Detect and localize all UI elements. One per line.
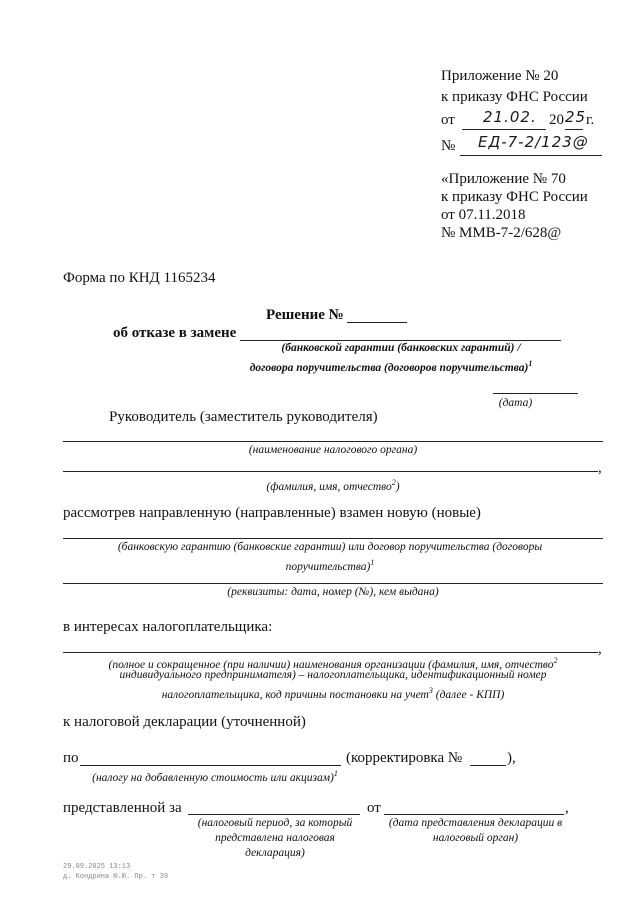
guarantee-caption: (банковскую гарантию (банковские гарантии) или договор поручительства (договоры поручительства)$^1$	[117, 541, 543, 573]
order-year-suffix: г.	[586, 112, 595, 128]
order-number-handwritten: ЕД-7-2/123@	[478, 133, 589, 151]
head-text: Руководитель (заместитель руководителя)	[109, 409, 378, 425]
po-label: по	[63, 750, 79, 766]
appendix-order: к приказу ФНС России	[441, 89, 588, 105]
correction-number-line[interactable]	[470, 765, 506, 766]
decision-title: Решение №	[266, 307, 344, 323]
submission-date-caption: (дата представления декларации в налоговый орган)	[388, 817, 563, 844]
form-code: Форма по КНД 1165234	[63, 270, 216, 286]
tax-type-caption: (налогу на добавленную стоимость или акцизам)$^1$	[92, 769, 338, 784]
correction-close: ),	[507, 750, 516, 766]
fio-caption: (фамилия, имя, отчество$^2$)	[266, 478, 400, 493]
tax-authority-line[interactable]	[63, 441, 603, 442]
from-label: от	[367, 800, 381, 816]
order-year-line	[565, 129, 583, 130]
date-line[interactable]	[493, 393, 578, 394]
previous-date: от 07.11.2018	[441, 207, 526, 223]
previous-order: к приказу ФНС России	[441, 189, 588, 205]
details-line[interactable]	[63, 583, 603, 584]
guarantee-line[interactable]	[63, 538, 603, 539]
taxpayer-caption-2: индивидуального предпринимателя) – налогоплательщика, идентификационный номер	[119, 669, 547, 681]
order-number-label: №	[441, 138, 456, 154]
order-date-line	[462, 129, 546, 130]
fio-comma: ,	[598, 460, 602, 476]
submitted-label: представленной за	[63, 800, 182, 816]
tax-authority-caption: (наименование налогового органа)	[248, 444, 418, 456]
print-stamp-line1: 29.09.2025 13:13	[63, 863, 131, 871]
refusal-title: об отказе в замене	[113, 325, 237, 341]
order-from-label: от	[441, 112, 455, 128]
interests-text: в интересах налогоплательщика:	[63, 619, 273, 635]
previous-appendix: «Приложение № 70	[441, 171, 566, 187]
print-stamp-line2: д. Кондрина Ю.Ю. Пр. т 39	[63, 873, 169, 881]
date-caption: (дата)	[498, 397, 533, 409]
refusal-caption-1: (банковской гарантии (банковских гарантий) /	[281, 342, 521, 354]
fio-line[interactable]	[63, 471, 598, 472]
taxpayer-caption-1: (полное и сокращенное (при наличии) наименования организации (фамилия, имя, отчество$^2$	[108, 656, 558, 671]
declaration-text: к налоговой декларации (уточненной)	[63, 714, 306, 730]
refusal-caption-2: договора поручительства (договоров поручительства)$^1$	[249, 359, 533, 374]
appendix-number: Приложение № 20	[441, 68, 559, 84]
period-line[interactable]	[188, 814, 360, 815]
order-year-handwritten: 25	[565, 108, 587, 126]
submitted-comma: ,	[565, 800, 569, 816]
details-caption: (реквизиты: дата, номер (№), кем выдана)	[227, 586, 439, 598]
previous-number: № ММВ-7-2/628@	[441, 225, 562, 241]
decision-number-line[interactable]	[347, 322, 407, 323]
reviewed-text: рассмотрев направленную (направленные) взамен новую (новые)	[63, 505, 481, 521]
taxpayer-caption-3: налогоплательщика, код причины постановки на учет$^3$ (далее - КПП)	[161, 686, 505, 701]
correction-label: (корректировка №	[346, 750, 463, 766]
period-caption: (налоговый период, за который представлена налоговая декларация)	[197, 817, 353, 859]
submission-date-line[interactable]	[384, 814, 564, 815]
order-date-handwritten: 21.02.	[483, 108, 537, 126]
order-number-line	[460, 155, 602, 156]
order-year-prefix: 20	[549, 112, 564, 128]
taxpayer-comma: ,	[598, 641, 602, 657]
